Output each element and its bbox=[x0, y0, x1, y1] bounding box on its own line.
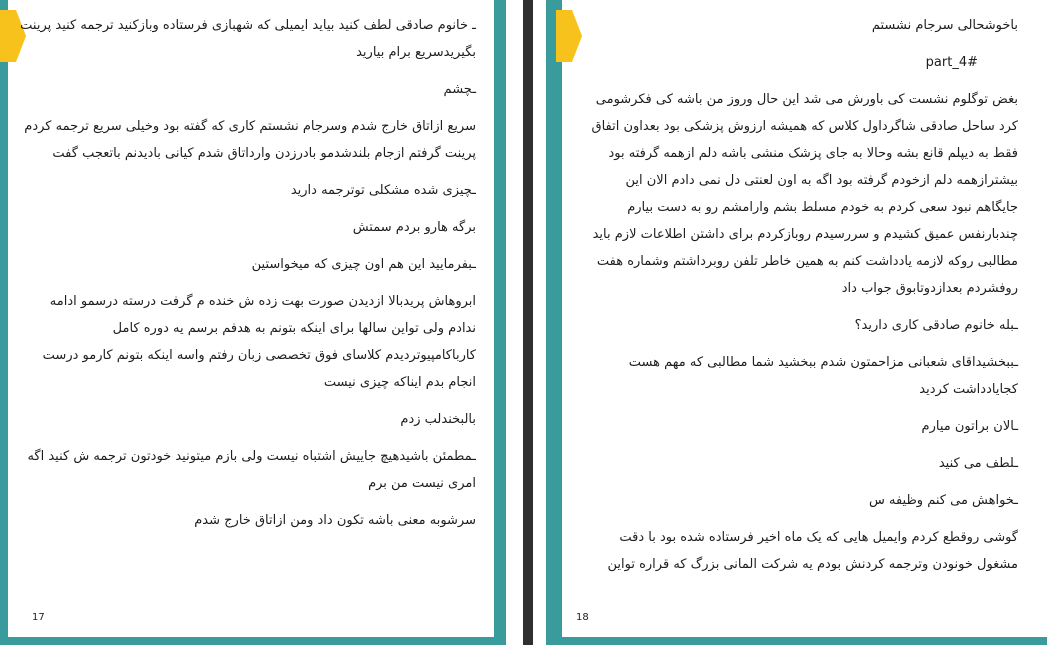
left-paragraph-6: ـبفرمایید این هم اون چیزی که میخواستین bbox=[251, 257, 476, 272]
left-paragraph-10: سرشوبه معنی باشه تکون داد ومن ازاتاق خارج شدم bbox=[194, 513, 476, 528]
left-paragraph-3: سریع ازاتاق خارج شدم وسرجام نشستم کاری که گفته بود وخیلی سریع ترجمه کردم پرینت گرفتم ازجام بلندشدمو بادرزدن وارداتاق شدم کیانی بادیدنم باتعجب گفت bbox=[24, 119, 476, 161]
left-paragraph-2: ـچشم bbox=[443, 82, 476, 97]
left-page-text bbox=[20, 12, 476, 544]
right-paragraph-5: ـلطف می کنید bbox=[938, 456, 1018, 471]
left-paragraph-8: بالبخندلب زدم bbox=[400, 412, 476, 427]
left-paragraph-9: ـمطمئن باشیدهیچ جاییش اشتباه نیست ولی بازم میتونید خودتون ترجمه ش کنید اگه امری نیست من برم bbox=[27, 449, 476, 491]
left-paragraph-1: ـ خانوم صادقی لطف کنید بیاید ایمیلی که شهبازی فرستاده وبازکنید ترجمه کنید پرینت بگیریدسریع برام بیارید bbox=[20, 18, 476, 60]
left-paragraph-5: برگه هارو بردم سمتش bbox=[352, 220, 476, 235]
right-page bbox=[546, 0, 1047, 645]
right-paragraph-3: ـببخشیداقای شعبانی مزاحمتون شدم ببخشید شما مطالبی که مهم هست کجایادداشت کردید bbox=[628, 355, 1018, 397]
right-paragraph-4: ـالان براتون میارم bbox=[921, 419, 1018, 434]
bookmark-tab-icon bbox=[556, 10, 582, 62]
page-number-right: 18 bbox=[576, 612, 589, 623]
right-page-text bbox=[586, 12, 1018, 588]
chapter-heading: باخوشحالی سرجام نشستم bbox=[871, 18, 1018, 33]
page-number-left: 17 bbox=[32, 612, 45, 623]
right-paragraph-1: بغض توگلوم نشست کی باورش می شد این حال وروز من باشه کی فکرشومی کرد ساحل صادقی شاگرداول کلاس که همیشه ارزوش پزشکی بود بعداون اتفاق فقط به دیپلم قانع بشه وحالا به جای پزشک منشی باشه دلم ازهمه گرفته بود بیشترازهمه دلم ازخودم گرفته بود اگه به اون لعنتی دل نمی دادم الان این جایگاهم نبود سعی کردم به خودم مسلط بشم وارامشم رو به دست بیارم چندبارنفس عمیق کشیدم و سررسیدم روبازکردم برای داشتن اطلاعات لازم باید مطالبی روکه لازمه یادداشت کنم به همین خاطر تلفن روبرداشتم وشماره هفت روفشردم بعدازدوتابوق جواب داد bbox=[591, 92, 1018, 296]
right-paragraph-2: ـبله خانوم صادقی کاری دارید؟ bbox=[854, 318, 1018, 333]
left-paragraph-7: ابروهاش پریدبالا ازدیدن صورت بهت زده ش خنده م گرفت درسته درسمو ادامه ندادم ولی تواین سالها برای اینکه بتونم به هدفم برسم یه دوره کامل کارباکامپیوتردیدم کلاسای فوق تخصصی زبان رفتم واسه اینکه بتونم کارمو درست انجام بدم ایناکه چیزی نیست bbox=[42, 294, 476, 390]
book-spine bbox=[523, 0, 533, 645]
left-page bbox=[0, 0, 506, 645]
right-paragraph-6: ـخواهش می کنم وظیفه س bbox=[868, 493, 1018, 508]
right-paragraph-7: گوشی روقطع کردم وایمیل هایی که یک ماه اخیر فرستاده شده بود با دقت مشغول خونودن وترجمه کردنش بودم یه شرکت المانی بزرگ که قراره تواین bbox=[607, 530, 1018, 572]
part-label: part_4# bbox=[925, 55, 978, 70]
left-paragraph-4: ـچیزی شده مشکلی توترجمه دارید bbox=[290, 183, 476, 198]
